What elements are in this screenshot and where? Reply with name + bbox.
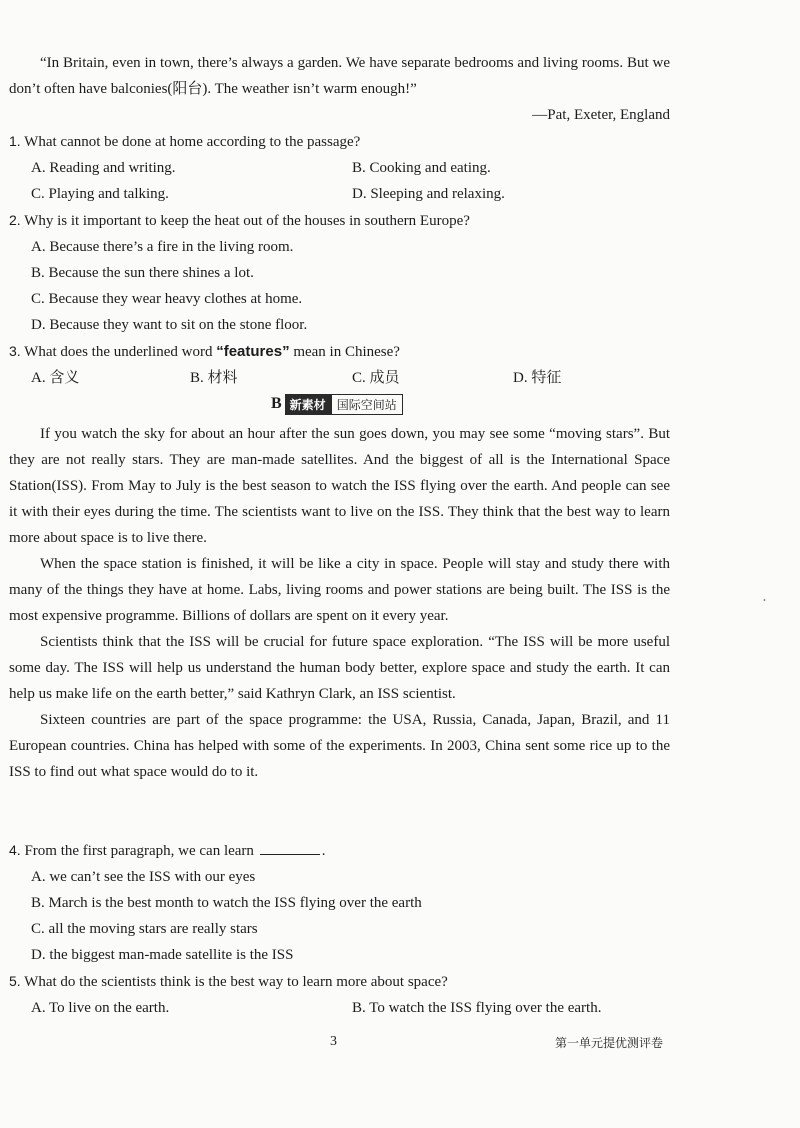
- question-number: 4.: [9, 842, 21, 858]
- footer-title: 第一单元提优测评卷: [555, 1036, 664, 1050]
- section-b-header: [271, 393, 403, 415]
- questions-b: [9, 837, 670, 1021]
- question-4: [9, 837, 670, 864]
- question-5-options: [9, 995, 670, 1021]
- option-c[interactable]: C. Because they wear heavy clothes at home.: [31, 291, 303, 307]
- passage-b-paragraph-3: Scientists think that the ISS will be crucial for future space exploration. “The ISS will be more useful some day. The ISS will help us understand the human body better, explore space and study the earth. It can help us make life on the earth better,” said Kathryn Clark, an ISS scientist.: [9, 634, 670, 702]
- question-1-options-row-1: [9, 155, 670, 181]
- passage-b: [9, 421, 670, 785]
- passage-a-quote: “In Britain, even in town, there’s always a garden. We have separate bedrooms and living rooms. But we don’t often have balconies(阳台). The weather isn’t warm enough!”: [9, 55, 670, 97]
- option-c[interactable]: C. 成员: [352, 370, 400, 386]
- option-c[interactable]: C. Playing and talking.: [31, 186, 169, 202]
- question-number: 1.: [9, 133, 21, 149]
- option-b[interactable]: B. To watch the ISS flying over the earth.: [352, 1000, 602, 1016]
- questions-a: [9, 128, 670, 391]
- question-1-options-row-2: [9, 181, 670, 207]
- option-d[interactable]: D. the biggest man-made satellite is the ISS: [31, 947, 294, 963]
- question-text-end: .: [321, 843, 326, 859]
- option-c[interactable]: C. all the moving stars are really stars: [31, 921, 258, 937]
- option-d[interactable]: D. Sleeping and relaxing.: [352, 186, 505, 202]
- scan-speck-icon: •: [763, 596, 766, 605]
- option-a[interactable]: A. 含义: [31, 370, 80, 386]
- option-a[interactable]: A. Because there’s a fire in the living room.: [31, 239, 294, 255]
- option-d[interactable]: D. 特征: [513, 370, 562, 386]
- passage-b-paragraph-4: Sixteen countries are part of the space programme: the USA, Russia, Canada, Japan, Brazil, and 11 European countries. China has helped with some of the experiments. In 2003, China sent some rice up to the ISS to find out what space would do to it.: [9, 712, 670, 780]
- option-b[interactable]: B. Because the sun there shines a lot.: [31, 265, 254, 281]
- section-topic: 国际空间站: [331, 394, 403, 415]
- passage-a-tail: [9, 50, 670, 128]
- question-2: [9, 207, 670, 234]
- page-number: 3: [330, 1034, 337, 1049]
- answer-blank[interactable]: [260, 840, 320, 855]
- option-a[interactable]: A. Reading and writing.: [31, 160, 176, 176]
- question-number: 3.: [9, 343, 21, 359]
- question-text: Why is it important to keep the heat out of the houses in southern Europe?: [24, 213, 470, 229]
- question-text-after: mean in Chinese?: [289, 344, 400, 360]
- passage-b-paragraph-1: If you watch the sky for about an hour after the sun goes down, you may see some “moving stars”. But they are not really stars. They are man-made satellites. And the biggest of all is the International Space Station(ISS). From May to July is the best season to watch the ISS flying over the earth. And people can see it with their eyes during the time. The scientists want to live on the ISS. They think that the best way to learn more about space is to live there.: [9, 426, 670, 546]
- option-d[interactable]: D. Because they want to sit on the stone floor.: [31, 317, 308, 333]
- option-a[interactable]: A. we can’t see the ISS with our eyes: [31, 869, 256, 885]
- question-text: What do the scientists think is the best way to learn more about space?: [24, 974, 448, 990]
- underlined-word: “features”: [216, 343, 290, 360]
- section-badge: 新素材: [285, 394, 331, 415]
- question-number: 5.: [9, 973, 21, 989]
- question-text-before: What does the underlined word: [24, 344, 217, 360]
- passage-a-signature: —Pat, Exeter, England: [532, 107, 670, 123]
- question-text: From the first paragraph, we can learn: [24, 843, 254, 859]
- question-1: [9, 128, 670, 155]
- section-letter: B: [271, 395, 282, 412]
- option-b[interactable]: B. March is the best month to watch the ISS flying over the earth: [31, 895, 422, 911]
- question-5: [9, 968, 670, 995]
- question-text: What cannot be done at home according to the passage?: [24, 134, 361, 150]
- option-a[interactable]: A. To live on the earth.: [31, 1000, 170, 1016]
- passage-b-paragraph-2: When the space station is finished, it will be like a city in space. People will stay and study there with many of the things they have at home. Labs, living rooms and power stations are being built. The ISS is the most expensive programme. Billions of dollars are spent on it every year.: [9, 556, 670, 624]
- question-3-options: [9, 365, 670, 391]
- option-b[interactable]: B. Cooking and eating.: [352, 160, 491, 176]
- option-b[interactable]: B. 材料: [190, 370, 238, 386]
- question-3: [9, 338, 670, 365]
- question-number: 2.: [9, 212, 21, 228]
